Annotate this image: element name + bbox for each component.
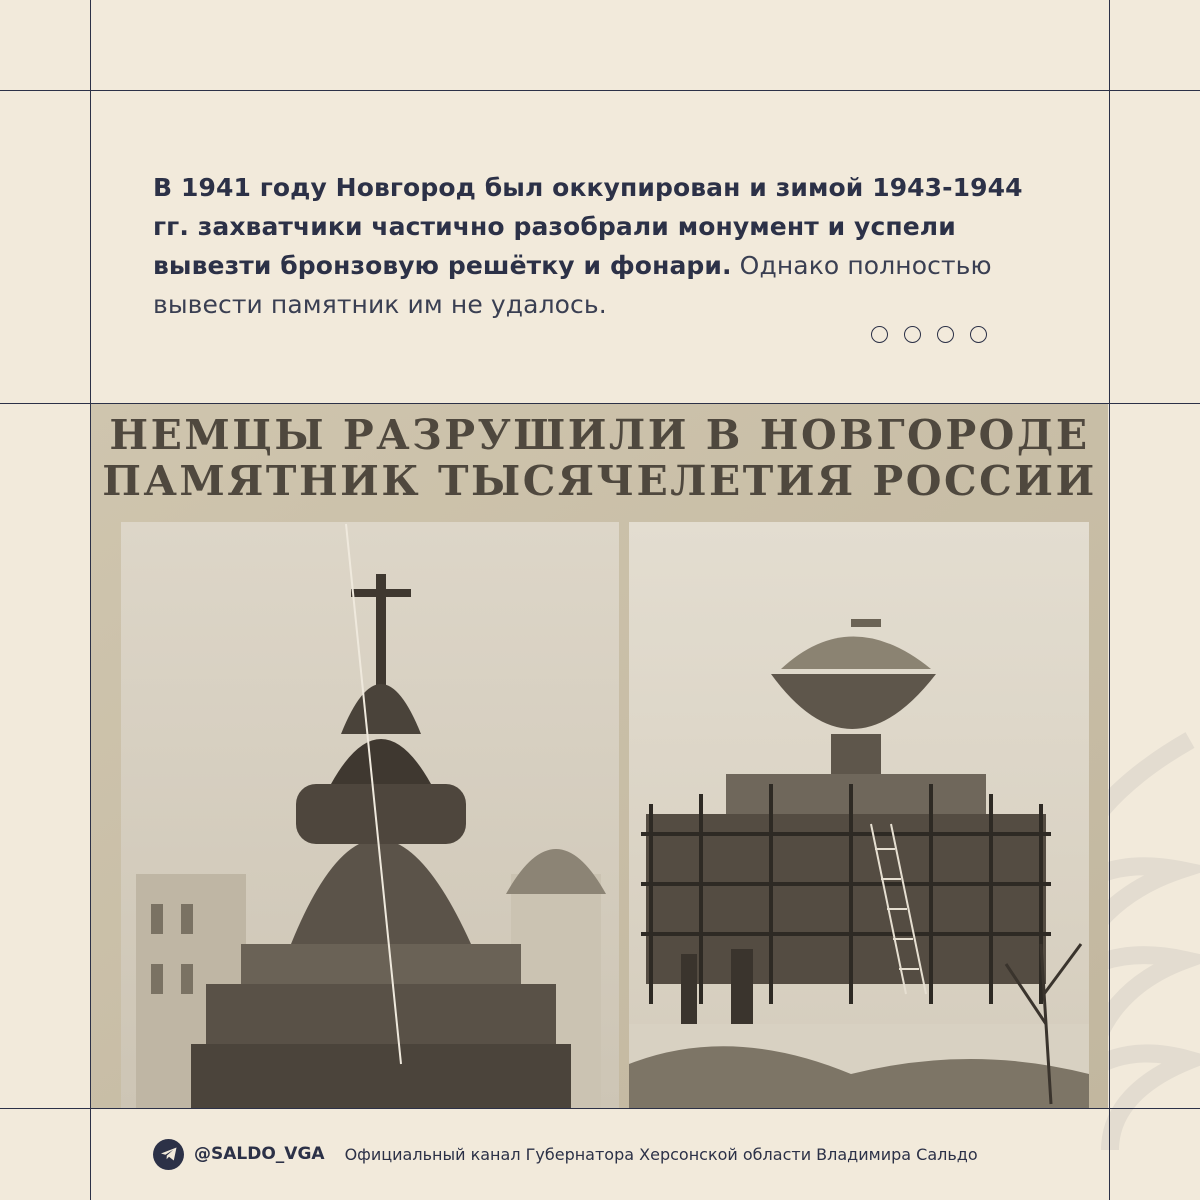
intro-bold-text: В 1941 году Новгород был оккупирован и зимой 1943-1944 гг. захватчики частично разобрали монумент и успели вывезти бронзовую решётку и фонари.: [153, 173, 1023, 280]
pagination-dot[interactable]: [904, 326, 921, 343]
telegram-icon[interactable]: [153, 1139, 184, 1170]
headline-line-1: НЕМЦЫ РАЗРУШИЛИ В НОВГОРОДЕ: [109, 411, 1090, 459]
newspaper-photographs: [91, 404, 1108, 1108]
intro-paragraph: [153, 168, 1053, 324]
newspaper-clipping-image: [91, 404, 1108, 1108]
pagination-dot[interactable]: [871, 326, 888, 343]
photo-monument-dismantled: [629, 522, 1089, 1108]
photo-monument-intact: [121, 522, 619, 1108]
carousel-pagination: [871, 326, 987, 343]
channel-handle[interactable]: @SALDO_VGA: [194, 1144, 325, 1164]
pagination-dot[interactable]: [970, 326, 987, 343]
footer-bar: [153, 1138, 978, 1170]
newspaper-headline: [91, 412, 1108, 504]
frame-line-top: [0, 90, 1200, 91]
channel-description: Официальный канал Губернатора Херсонской области Владимира Сальдо: [344, 1144, 978, 1164]
pagination-dot[interactable]: [937, 326, 954, 343]
intro-regular-text: Однако полностью вывести памятник им не удалось.: [153, 251, 992, 319]
headline-line-2: ПАМЯТНИК ТЫСЯЧЕЛЕТИЯ РОССИИ: [102, 457, 1097, 505]
